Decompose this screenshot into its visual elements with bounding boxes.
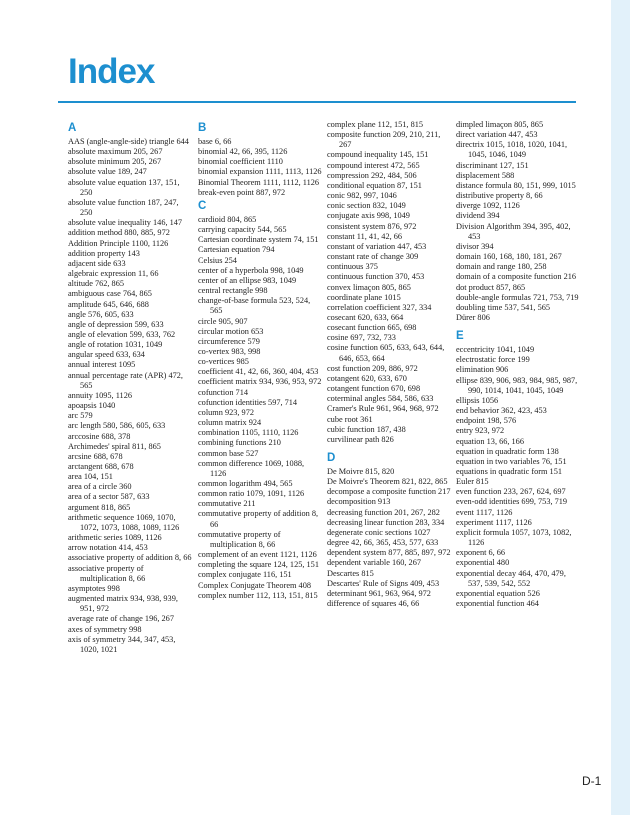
index-entry: dependent variable 160, 267: [327, 558, 422, 568]
index-entry: double-angle formulas 721, 753, 719: [456, 292, 579, 302]
index-entry: cofunction 714: [198, 387, 249, 397]
index-entry: ambiguous case 764, 865: [68, 289, 152, 299]
index-entry: endpoint 198, 576: [456, 416, 517, 426]
index-entry: conic section 832, 1049: [327, 201, 406, 211]
index-entry: coefficient matrix 934, 936, 953, 972: [198, 377, 322, 387]
index-entry: apoapsis 1040: [68, 401, 116, 411]
section-letter-e: E: [456, 330, 464, 343]
index-entry: event 1117, 1126: [456, 507, 513, 517]
index-entry: elimination 906: [456, 365, 509, 375]
index-entry: exponent 6, 66: [456, 548, 506, 558]
index-entry: common base 527: [198, 448, 259, 458]
index-entry: algebraic expression 11, 66: [68, 269, 159, 279]
index-entry: cardioid 804, 865: [198, 214, 257, 224]
index-entry: circle 905, 907: [198, 316, 248, 326]
index-entry: co-vertex 983, 998: [198, 346, 261, 356]
index-entry: De Moivre 815, 820: [327, 467, 395, 476]
index-entry: compound interest 472, 565: [327, 160, 420, 170]
index-entry: binomial coefficient 1110: [198, 157, 283, 167]
index-entry: arccosine 688, 378: [68, 431, 131, 441]
index-entry: arithmetic sequence 1069, 1070, 1072, 1073, 1088, 1089, 1126: [68, 512, 180, 532]
index-entry: even-odd identities 699, 753, 719: [456, 497, 568, 507]
index-entry: column matrix 924: [198, 418, 262, 428]
index-entry: common logarithm 494, 565: [198, 479, 293, 488]
index-entry: angular speed 633, 634: [68, 350, 145, 360]
index-entry: continuous 375: [327, 262, 378, 272]
index-entry: angle of depression 599, 633: [68, 319, 164, 329]
index-entry: compression 292, 484, 506: [327, 170, 417, 180]
index-entry: area of a circle 360: [68, 482, 132, 492]
index-entry: entry 923, 972: [456, 426, 505, 436]
index-column-3: [327, 120, 451, 609]
index-entry: ellipse 839, 906, 983, 984, 985, 987, 990, 1014, 1041, 1045, 1049: [456, 375, 578, 395]
index-entry: Cramer's Rule 961, 964, 968, 972: [327, 404, 439, 414]
section-letter-a: A: [68, 122, 77, 134]
index-entry: Archimedes' spiral 811, 865: [68, 441, 161, 451]
index-entry: constant of variation 447, 453: [327, 241, 427, 251]
index-entry: Euler 815: [456, 477, 489, 487]
index-entry: decomposition 913: [327, 497, 391, 507]
index-entry: commutative property of multiplication 8, 66: [198, 529, 281, 549]
index-entry: decompose a composite function 217: [327, 487, 451, 497]
index-entry: altitude 762, 865: [68, 279, 124, 289]
index-entry: binomial 42, 66, 395, 1126: [198, 147, 288, 157]
index-entry: complex plane 112, 151, 815: [327, 120, 424, 129]
index-entry: associative property of addition 8, 66: [68, 553, 192, 563]
index-entry: annuity 1095, 1126: [68, 390, 132, 400]
index-entry: complex number 112, 113, 151, 815: [198, 590, 318, 600]
index-entry: asymptotes 998: [68, 583, 120, 593]
index-entry: completing the square 124, 125, 151: [198, 560, 319, 570]
index-entry: dependent system 877, 885, 897, 972: [327, 548, 451, 558]
index-entry: area 104, 151: [68, 472, 113, 482]
index-entry: domain and range 180, 258: [456, 262, 547, 272]
index-entry: decreasing function 201, 267, 282: [327, 507, 440, 517]
index-entry: electrostatic force 199: [456, 355, 530, 365]
index-entry: Celsius 254: [198, 255, 237, 265]
index-entry: arctangent 688, 678: [68, 462, 134, 471]
index-entry: conditional equation 87, 151: [327, 180, 422, 190]
section-letter-d: D: [327, 452, 336, 464]
index-entry: cofunction identities 597, 714: [198, 397, 298, 407]
index-entry: circumference 579: [198, 336, 260, 346]
index-entry: average rate of change 196, 267: [68, 614, 174, 624]
index-entry: difference of squares 46, 66: [327, 599, 420, 609]
index-entry: Descartes' Rule of Signs 409, 453: [327, 578, 440, 588]
index-entry: co-vertices 985: [198, 357, 249, 367]
index-entry: domain 160, 168, 180, 181, 267: [456, 252, 562, 262]
index-entry: commutative property of addition 8, 66: [198, 509, 319, 529]
index-entry: coterminal angles 584, 586, 633: [327, 394, 434, 404]
index-entry: break-even point 887, 972: [198, 187, 286, 197]
index-entry: arc length 580, 586, 605, 633: [68, 421, 166, 431]
index-entry: cosecant function 665, 698: [327, 323, 417, 333]
index-entry: axis of symmetry 344, 347, 453, 1020, 1021: [68, 634, 176, 654]
index-entry: exponential function 464: [456, 599, 539, 609]
index-entry: amplitude 645, 646, 688: [68, 299, 149, 309]
index-entry: cosecant 620, 633, 664: [327, 312, 404, 322]
index-entry: arrow notation 414, 453: [68, 543, 148, 553]
index-entry: absolute maximum 205, 267: [68, 147, 163, 157]
index-entry: Addition Principle 1100, 1126: [68, 238, 169, 248]
index-entry: combination 1105, 1110, 1126: [198, 428, 299, 438]
index-entry: Descartes 815: [327, 568, 374, 578]
index-entry: determinant 961, 963, 964, 972: [327, 588, 431, 598]
index-entry: angle of elevation 599, 633, 762: [68, 329, 176, 339]
index-entry: conic 982, 997, 1046: [327, 191, 397, 201]
index-entry: dimpled limaçon 805, 865: [456, 120, 544, 129]
index-entry: augmented matrix 934, 938, 939, 951, 972: [68, 594, 178, 614]
index-entry: cotangent 620, 633, 670: [327, 373, 407, 383]
index-entry: cost function 209, 886, 972: [327, 363, 418, 373]
index-entry: AAS (angle-angle-side) triangle 644: [68, 137, 189, 146]
index-entry: constant rate of change 309: [327, 252, 419, 262]
index-entry: equations in quadratic form 151: [456, 467, 562, 476]
index-entry: commutative 211: [198, 499, 256, 509]
section-letter-c: C: [198, 199, 207, 212]
index-entry: equation in two variables 76, 151: [456, 456, 567, 466]
index-entry: combining functions 210: [198, 438, 281, 448]
index-entry: area of a sector 587, 633: [68, 492, 150, 502]
index-entry: complex conjugate 116, 151: [198, 570, 292, 580]
index-entry: consistent system 876, 972: [327, 221, 417, 231]
index-entry: experiment 1117, 1126: [456, 517, 532, 527]
index-entry: binomial expansion 1111, 1113, 1126: [198, 167, 322, 177]
index-entry: divisor 394: [456, 241, 494, 251]
index-entry: distance formula 80, 151, 999, 1015: [456, 180, 576, 190]
index-entry: doubling time 537, 541, 565: [456, 302, 551, 312]
index-entry: absolute value inequality 146, 147: [68, 218, 183, 228]
index-entry: directrix 1015, 1018, 1020, 1041, 1045, 1046, 1049: [456, 140, 568, 160]
index-entry: dot product 857, 865: [456, 282, 526, 292]
index-entry: continuous function 370, 453: [327, 272, 425, 282]
index-entry: circular motion 653: [198, 326, 264, 336]
index-entry: Cartesian equation 794: [198, 245, 275, 255]
index-entry: diverge 1092, 1126: [456, 201, 520, 211]
index-entry: addition property 143: [68, 248, 140, 258]
index-entry: dividend 394: [456, 211, 500, 221]
index-entry: explicit formula 1057, 1073, 1082, 1126: [456, 527, 572, 548]
index-entry: center of an ellipse 983, 1049: [198, 275, 297, 285]
index-entry: Division Algorithm 394, 395, 402, 453: [456, 221, 571, 241]
index-entry: argument 818, 865: [68, 502, 131, 512]
index-entry: exponential equation 526: [456, 588, 540, 598]
page-number: D-1: [582, 774, 602, 788]
index-entry: complement of an event 1121, 1126: [198, 550, 317, 560]
index-entry: absolute value 189, 247: [68, 167, 147, 177]
index-entry: angle 576, 605, 633: [68, 309, 134, 319]
index-column-2: [198, 120, 322, 601]
index-entry: absolute value equation 137, 151, 250: [68, 177, 180, 197]
index-entry: associative property of multiplication 8, 66: [68, 563, 146, 583]
index-entry: distributive property 8, 66: [456, 191, 543, 201]
index-entry: constant 11, 41, 42, 66: [327, 231, 403, 241]
index-entry: absolute value function 187, 247, 250: [68, 197, 179, 218]
index-entry: ellipsis 1056: [456, 395, 499, 405]
index-entry: cosine function 605, 633, 643, 644, 646, 653, 664: [327, 343, 445, 363]
page-title: Index: [68, 52, 155, 91]
index-entry: direct variation 447, 453: [456, 130, 538, 140]
index-entry: correlation coefficient 327, 334: [327, 302, 432, 312]
index-entry: equation 13, 66, 166: [456, 436, 524, 446]
index-entry: angle of rotation 1031, 1049: [68, 340, 163, 350]
index-column-4: [456, 120, 580, 609]
index-entry: discriminant 127, 151: [456, 160, 529, 170]
index-entry: annual percentage rate (APR) 472, 565: [68, 370, 183, 390]
index-entry: cotangent function 670, 698: [327, 384, 421, 394]
index-entry: arc 579: [68, 411, 93, 421]
index-entry: axes of symmetry 998: [68, 624, 142, 634]
index-entry: Complex Conjugate Theorem 408: [198, 580, 311, 590]
index-entry: degree 42, 66, 365, 453, 577, 633: [327, 538, 439, 548]
index-entry: domain of a composite function 216: [456, 272, 577, 282]
index-entry: eccentricity 1041, 1049: [456, 345, 535, 355]
index-entry: equation in quadratic form 138: [456, 446, 559, 456]
index-entry: cubic function 187, 438: [327, 424, 406, 434]
index-entry: cosine 697, 732, 733: [327, 333, 396, 343]
index-entry: central rectangle 998: [198, 286, 268, 296]
index-entry: compound inequality 145, 151: [327, 150, 429, 160]
index-entry: arithmetic series 1089, 1126: [68, 533, 162, 543]
index-entry: absolute minimum 205, 267: [68, 157, 162, 167]
index-entry: end behavior 362, 423, 453: [456, 406, 547, 416]
index-entry: change-of-base formula 523, 524, 565: [198, 296, 311, 316]
index-entry: exponential decay 464, 470, 479, 537, 539, 542, 552: [456, 568, 566, 588]
index-entry: coefficient 41, 42, 66, 360, 404, 453: [198, 367, 319, 377]
index-entry: Binomial Theorem 1111, 1112, 1126: [198, 177, 320, 187]
index-entry: base 6, 66: [198, 137, 232, 146]
index-entry: coordinate plane 1015: [327, 292, 401, 302]
index-entry: cube root 361: [327, 414, 373, 424]
index-entry: curvilinear path 826: [327, 434, 394, 444]
index-entry: De Moivre's Theorem 821, 822, 865: [327, 477, 448, 487]
index-entry: composite function 209, 210, 211, 267: [327, 130, 441, 150]
title-rule: [58, 101, 576, 103]
index-entry: degenerate conic sections 1027: [327, 527, 431, 537]
index-entry: decreasing linear function 283, 334: [327, 517, 445, 527]
index-entry: column 923, 972: [198, 407, 254, 417]
index-entry: Cartesian coordinate system 74, 151: [198, 235, 319, 245]
index-entry: center of a hyperbola 998, 1049: [198, 265, 304, 275]
index-entry: carrying capacity 544, 565: [198, 225, 287, 235]
index-entry: Dürer 806: [456, 312, 490, 322]
index-entry: exponential 480: [456, 558, 510, 568]
index-entry: displacement 588: [456, 170, 515, 180]
index-entry: common difference 1069, 1088, 1126: [198, 458, 305, 478]
index-entry: even function 233, 267, 624, 697: [456, 487, 566, 497]
index-entry: adjacent side 633: [68, 258, 126, 268]
index-entry: arcsine 688, 678: [68, 451, 123, 461]
index-entry: convex limaçon 805, 865: [327, 282, 411, 292]
index-column-1: [68, 120, 192, 655]
page-edge-strip: [611, 0, 630, 815]
index-entry: common ratio 1079, 1091, 1126: [198, 489, 305, 499]
index-entry: conjugate axis 998, 1049: [327, 211, 410, 221]
index-entry: addition method 880, 885, 972: [68, 228, 170, 238]
index-entry: annual interest 1095: [68, 360, 136, 370]
section-letter-b: B: [198, 122, 207, 134]
